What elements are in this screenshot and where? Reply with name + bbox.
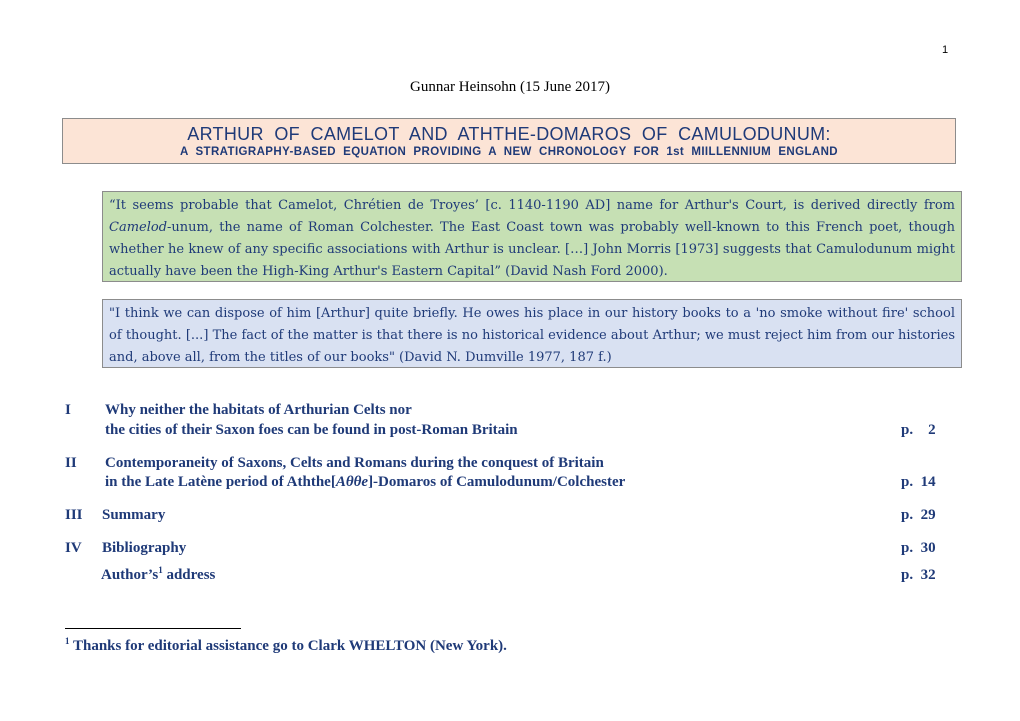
quote-ford bbox=[102, 191, 962, 282]
toc-title-2-line2a: in the Late Latène period of Aththe[ bbox=[105, 474, 336, 490]
footnote-text: Thanks for editorial assistance go to Clark WHELTON (New York). bbox=[69, 638, 507, 654]
author-line: Gunnar Heinsohn (15 June 2017) bbox=[410, 79, 610, 95]
toc-num-2: II bbox=[65, 455, 77, 471]
toc-title-5 bbox=[101, 567, 215, 584]
quote-ford-italic: Camelod bbox=[109, 220, 168, 235]
toc-title-1-line1: Why neither the habitats of Arthurian Celts nor bbox=[105, 402, 412, 418]
toc-num-3: III bbox=[65, 507, 83, 523]
toc-title-5a: Author’s bbox=[101, 567, 159, 583]
toc-page-4: p. 30 bbox=[901, 540, 936, 556]
toc-title-2-line1: Contemporaneity of Saxons, Celts and Romans during the conquest of Britain bbox=[105, 455, 604, 471]
footnote-divider bbox=[65, 628, 241, 629]
toc-title-4: Bibliography bbox=[102, 540, 187, 556]
toc-num-4: IV bbox=[65, 540, 82, 556]
toc-title-3: Summary bbox=[102, 507, 166, 523]
document-subtitle: A STRATIGRAPHY-BASED EQUATION PROVIDING A NEW CHRONOLOGY FOR 1st MIILLENNIUM ENGLAND bbox=[180, 146, 838, 158]
quote-ford-part1: “It seems probable that Camelot, Chrétien de Troyes’ [c. 1140-1190 AD] name for Arthur's Court, is derived directly from bbox=[109, 198, 955, 213]
quote-ford-part2: -unum, the name of Roman Colchester. The East Coast town was probably well-known to this French poet, though whether he knew of any specific associations with Arthur is unclear. […] John Morris [1973] suggests that Camulodunum might actually have been the High-King Arthur's Eastern Capital” (David Nash Ford 2000). bbox=[109, 220, 955, 279]
toc-title-2-italic: Aθθe bbox=[335, 474, 369, 490]
toc-num-1: I bbox=[65, 402, 71, 418]
quote-dumville: "I think we can dispose of him [Arthur] quite briefly. He owes his place in our history books to a 'no smoke without fire' school of thought. [...] The fact of the matter is that there is no historical evidence about Arthur; we must reject him from our histories and, above all, from the titles of our books" (David N. Dumville 1977, 187 f.) bbox=[102, 299, 962, 368]
footnote-mark: 1 bbox=[65, 636, 70, 646]
toc-page-5: p. 32 bbox=[901, 567, 936, 583]
footnote bbox=[65, 638, 507, 655]
toc-title-1-line2: the cities of their Saxon foes can be found in post-Roman Britain bbox=[105, 422, 518, 438]
toc-title-5b: address bbox=[162, 567, 216, 583]
title-box bbox=[62, 118, 956, 164]
toc-page-1: p. 2 bbox=[901, 422, 936, 438]
page-number: 1 bbox=[942, 44, 949, 56]
toc-title-2-line2 bbox=[105, 474, 625, 491]
document-title: ARTHUR OF CAMELOT AND ATHTHE-DOMAROS OF CAMULODUNUM: bbox=[187, 124, 831, 144]
toc-title-2-line2b: ]-Domaros of Camulodunum/Colchester bbox=[368, 474, 626, 490]
toc-page-2: p. 14 bbox=[901, 474, 936, 490]
footnote-ref: 1 bbox=[158, 565, 163, 575]
toc-page-3: p. 29 bbox=[901, 507, 936, 523]
